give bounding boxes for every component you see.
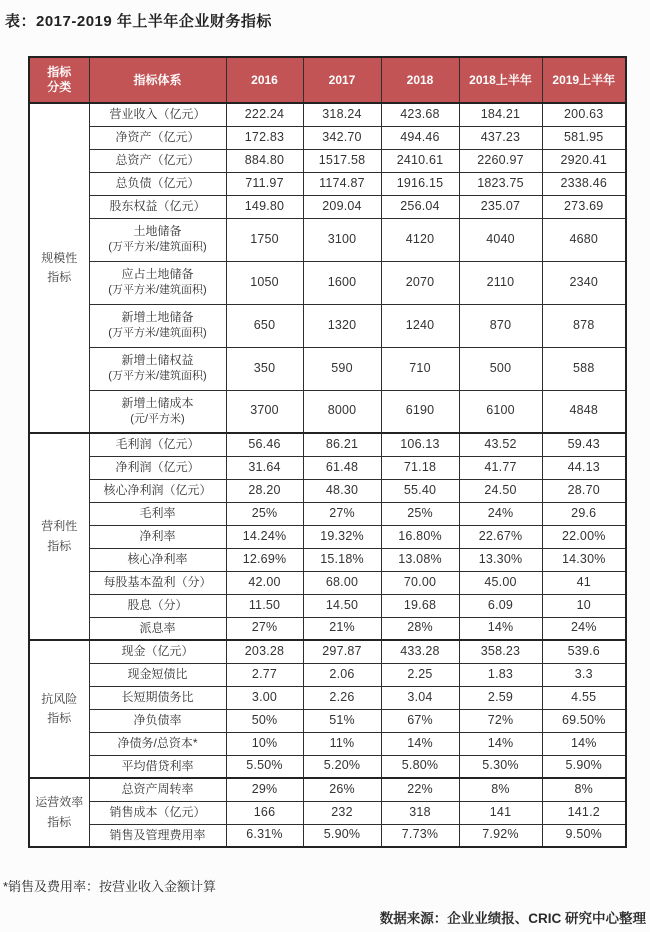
value-cell: 106.13 [381, 433, 459, 456]
value-cell: 710 [381, 347, 459, 390]
indicator-name-cell: 总负债（亿元） [89, 172, 226, 195]
value-cell: 2.77 [226, 663, 303, 686]
value-cell: 10 [542, 594, 626, 617]
value-cell: 5.50% [226, 755, 303, 778]
table-row [29, 172, 626, 195]
value-cell: 13.30% [459, 548, 542, 571]
value-cell: 14% [542, 732, 626, 755]
value-cell: 29% [226, 778, 303, 801]
table-row [29, 778, 626, 801]
value-cell: 48.30 [303, 479, 381, 502]
column-header-6: 2019上半年 [542, 57, 626, 103]
value-cell: 1.83 [459, 663, 542, 686]
value-cell: 70.00 [381, 571, 459, 594]
column-header-0: 指标 分类 [29, 57, 89, 103]
value-cell: 19.32% [303, 525, 381, 548]
table-row [29, 218, 626, 261]
indicator-name-cell: 净资产（亿元） [89, 126, 226, 149]
value-cell: 1050 [226, 261, 303, 304]
data-source: 数据来源：企业业绩报、CRIC 研究中心整理 [379, 911, 646, 926]
table-body [29, 103, 626, 847]
indicator-name-cell: 总资产（亿元） [89, 149, 226, 172]
value-cell: 650 [226, 304, 303, 347]
value-cell: 72% [459, 709, 542, 732]
value-cell: 4848 [542, 390, 626, 433]
value-cell: 24% [542, 617, 626, 640]
value-cell: 8000 [303, 390, 381, 433]
indicator-name-cell: 营业收入（亿元） [89, 103, 226, 126]
indicator-category-cell: 营利性 指标 [29, 433, 89, 640]
value-cell: 28.70 [542, 479, 626, 502]
value-cell: 8% [459, 778, 542, 801]
table-row [29, 502, 626, 525]
value-cell: 5.20% [303, 755, 381, 778]
value-cell: 6.09 [459, 594, 542, 617]
value-cell: 256.04 [381, 195, 459, 218]
value-cell: 232 [303, 801, 381, 824]
value-cell: 56.46 [226, 433, 303, 456]
value-cell: 318 [381, 801, 459, 824]
value-cell: 41 [542, 571, 626, 594]
value-cell: 68.00 [303, 571, 381, 594]
value-cell: 878 [542, 304, 626, 347]
value-cell: 2.06 [303, 663, 381, 686]
value-cell: 3.00 [226, 686, 303, 709]
indicator-unit-subtext: (万平方米/建筑面积) [108, 284, 207, 297]
column-header-3: 2017 [303, 57, 381, 103]
indicator-name-cell: 净利率 [89, 525, 226, 548]
value-cell: 43.52 [459, 433, 542, 456]
indicator-name-cell: 核心净利润（亿元） [89, 479, 226, 502]
value-cell: 273.69 [542, 195, 626, 218]
table-row [29, 195, 626, 218]
value-cell: 141.2 [542, 801, 626, 824]
value-cell: 1823.75 [459, 172, 542, 195]
value-cell: 1174.87 [303, 172, 381, 195]
value-cell: 166 [226, 801, 303, 824]
indicator-name-cell: 净债务/总资本* [89, 732, 226, 755]
indicator-category-cell: 运营效率 指标 [29, 778, 89, 847]
value-cell: 67% [381, 709, 459, 732]
table-header [29, 57, 626, 103]
value-cell: 3.3 [542, 663, 626, 686]
value-cell: 203.28 [226, 640, 303, 663]
value-cell: 6.31% [226, 824, 303, 847]
table-row [29, 347, 626, 390]
table-row [29, 594, 626, 617]
value-cell: 31.64 [226, 456, 303, 479]
indicator-name-cell: 销售及管理费用率 [89, 824, 226, 847]
value-cell: 235.07 [459, 195, 542, 218]
value-cell: 1750 [226, 218, 303, 261]
value-cell: 22.67% [459, 525, 542, 548]
value-cell: 4.55 [542, 686, 626, 709]
value-cell: 59.43 [542, 433, 626, 456]
value-cell: 1600 [303, 261, 381, 304]
indicator-category-cell: 规模性 指标 [29, 103, 89, 433]
value-cell: 12.69% [226, 548, 303, 571]
column-header-4: 2018 [381, 57, 459, 103]
value-cell: 2.26 [303, 686, 381, 709]
value-cell: 5.30% [459, 755, 542, 778]
value-cell: 1240 [381, 304, 459, 347]
table-row [29, 640, 626, 663]
value-cell: 358.23 [459, 640, 542, 663]
table-row [29, 261, 626, 304]
indicator-category-cell: 抗风险 指标 [29, 640, 89, 778]
value-cell: 2338.46 [542, 172, 626, 195]
value-cell: 24.50 [459, 479, 542, 502]
value-cell: 21% [303, 617, 381, 640]
value-cell: 14.30% [542, 548, 626, 571]
indicator-name-cell: 净负债率 [89, 709, 226, 732]
column-header-5: 2018上半年 [459, 57, 542, 103]
value-cell: 27% [303, 502, 381, 525]
value-cell: 5.80% [381, 755, 459, 778]
table-row [29, 824, 626, 847]
indicator-name-cell: 现金（亿元） [89, 640, 226, 663]
value-cell: 42.00 [226, 571, 303, 594]
indicator-name-cell: 核心净利率 [89, 548, 226, 571]
value-cell: 141 [459, 801, 542, 824]
value-cell: 22% [381, 778, 459, 801]
value-cell: 69.50% [542, 709, 626, 732]
indicator-name-cell: 新增土储权益 (万平方米/建筑面积) [89, 347, 226, 390]
indicator-name-cell: 股息（分） [89, 594, 226, 617]
table-row [29, 686, 626, 709]
value-cell: 71.18 [381, 456, 459, 479]
table-row [29, 548, 626, 571]
value-cell: 6100 [459, 390, 542, 433]
indicator-unit-subtext: (万平方米/建筑面积) [108, 370, 207, 383]
indicator-name-cell: 新增土储成本 (元/平方米) [89, 390, 226, 433]
value-cell: 55.40 [381, 479, 459, 502]
column-header-1: 指标体系 [89, 57, 226, 103]
value-cell: 423.68 [381, 103, 459, 126]
value-cell: 26% [303, 778, 381, 801]
value-cell: 86.21 [303, 433, 381, 456]
value-cell: 350 [226, 347, 303, 390]
value-cell: 318.24 [303, 103, 381, 126]
value-cell: 14% [381, 732, 459, 755]
value-cell: 494.46 [381, 126, 459, 149]
table-row [29, 479, 626, 502]
indicator-name-cell: 毛利率 [89, 502, 226, 525]
table-row [29, 732, 626, 755]
value-cell: 711.97 [226, 172, 303, 195]
column-header-2: 2016 [226, 57, 303, 103]
indicator-name-cell: 土地储备 (万平方米/建筑面积) [89, 218, 226, 261]
value-cell: 4040 [459, 218, 542, 261]
value-cell: 16.80% [381, 525, 459, 548]
value-cell: 28.20 [226, 479, 303, 502]
value-cell: 172.83 [226, 126, 303, 149]
value-cell: 222.24 [226, 103, 303, 126]
indicator-name-cell: 毛利润（亿元） [89, 433, 226, 456]
value-cell: 297.87 [303, 640, 381, 663]
value-cell: 590 [303, 347, 381, 390]
value-cell: 51% [303, 709, 381, 732]
value-cell: 588 [542, 347, 626, 390]
value-cell: 2070 [381, 261, 459, 304]
table-row [29, 755, 626, 778]
value-cell: 7.92% [459, 824, 542, 847]
indicator-name-cell: 净利润（亿元） [89, 456, 226, 479]
value-cell: 22.00% [542, 525, 626, 548]
indicator-unit-subtext: (元/平方米) [130, 412, 185, 425]
value-cell: 50% [226, 709, 303, 732]
value-cell: 4120 [381, 218, 459, 261]
table-row [29, 103, 626, 126]
value-cell: 11.50 [226, 594, 303, 617]
value-cell: 14% [459, 732, 542, 755]
table-footnote: *销售及费用率：按营业收入金额计算 [3, 879, 217, 894]
value-cell: 437.23 [459, 126, 542, 149]
value-cell: 24% [459, 502, 542, 525]
value-cell: 7.73% [381, 824, 459, 847]
table-row [29, 304, 626, 347]
value-cell: 184.21 [459, 103, 542, 126]
value-cell: 149.80 [226, 195, 303, 218]
value-cell: 25% [226, 502, 303, 525]
value-cell: 11% [303, 732, 381, 755]
value-cell: 27% [226, 617, 303, 640]
indicator-name-cell: 现金短债比 [89, 663, 226, 686]
value-cell: 3.04 [381, 686, 459, 709]
value-cell: 1320 [303, 304, 381, 347]
value-cell: 14.24% [226, 525, 303, 548]
table-row [29, 390, 626, 433]
value-cell: 5.90% [542, 755, 626, 778]
indicator-name-cell: 派息率 [89, 617, 226, 640]
value-cell: 3700 [226, 390, 303, 433]
table-row [29, 126, 626, 149]
table-row [29, 663, 626, 686]
indicator-name-cell: 总资产周转率 [89, 778, 226, 801]
value-cell: 2410.61 [381, 149, 459, 172]
value-cell: 2.59 [459, 686, 542, 709]
value-cell: 9.50% [542, 824, 626, 847]
table-row [29, 617, 626, 640]
value-cell: 200.63 [542, 103, 626, 126]
indicator-name-cell: 长短期债务比 [89, 686, 226, 709]
page-title: 表：2017-2019 年上半年企业财务指标 [5, 13, 272, 30]
value-cell: 29.6 [542, 502, 626, 525]
value-cell: 342.70 [303, 126, 381, 149]
table-row [29, 571, 626, 594]
value-cell: 581.95 [542, 126, 626, 149]
value-cell: 2920.41 [542, 149, 626, 172]
indicator-name-cell: 股东权益（亿元） [89, 195, 226, 218]
indicator-unit-subtext: (万平方米/建筑面积) [108, 241, 207, 254]
table-row [29, 801, 626, 824]
table-row [29, 709, 626, 732]
value-cell: 3100 [303, 218, 381, 261]
value-cell: 28% [381, 617, 459, 640]
value-cell: 5.90% [303, 824, 381, 847]
value-cell: 6190 [381, 390, 459, 433]
value-cell: 884.80 [226, 149, 303, 172]
value-cell: 8% [542, 778, 626, 801]
indicator-name-cell: 新增土地储备 (万平方米/建筑面积) [89, 304, 226, 347]
value-cell: 2.25 [381, 663, 459, 686]
value-cell: 2110 [459, 261, 542, 304]
value-cell: 14% [459, 617, 542, 640]
indicator-name-cell: 销售成本（亿元） [89, 801, 226, 824]
value-cell: 25% [381, 502, 459, 525]
value-cell: 13.08% [381, 548, 459, 571]
indicator-unit-subtext: (万平方米/建筑面积) [108, 327, 207, 340]
value-cell: 41.77 [459, 456, 542, 479]
value-cell: 2340 [542, 261, 626, 304]
value-cell: 61.48 [303, 456, 381, 479]
value-cell: 14.50 [303, 594, 381, 617]
table-row [29, 456, 626, 479]
value-cell: 870 [459, 304, 542, 347]
value-cell: 2260.97 [459, 149, 542, 172]
value-cell: 500 [459, 347, 542, 390]
value-cell: 44.13 [542, 456, 626, 479]
indicator-name-cell: 应占土地储备 (万平方米/建筑面积) [89, 261, 226, 304]
value-cell: 433.28 [381, 640, 459, 663]
value-cell: 1916.15 [381, 172, 459, 195]
header-row [29, 57, 626, 103]
table-row [29, 525, 626, 548]
indicator-name-cell: 平均借贷利率 [89, 755, 226, 778]
financial-indicators-table [28, 56, 627, 848]
value-cell: 15.18% [303, 548, 381, 571]
table-row [29, 433, 626, 456]
value-cell: 10% [226, 732, 303, 755]
value-cell: 539.6 [542, 640, 626, 663]
value-cell: 1517.58 [303, 149, 381, 172]
value-cell: 4680 [542, 218, 626, 261]
value-cell: 209.04 [303, 195, 381, 218]
value-cell: 19.68 [381, 594, 459, 617]
table-row [29, 149, 626, 172]
indicator-name-cell: 每股基本盈利（分） [89, 571, 226, 594]
value-cell: 45.00 [459, 571, 542, 594]
